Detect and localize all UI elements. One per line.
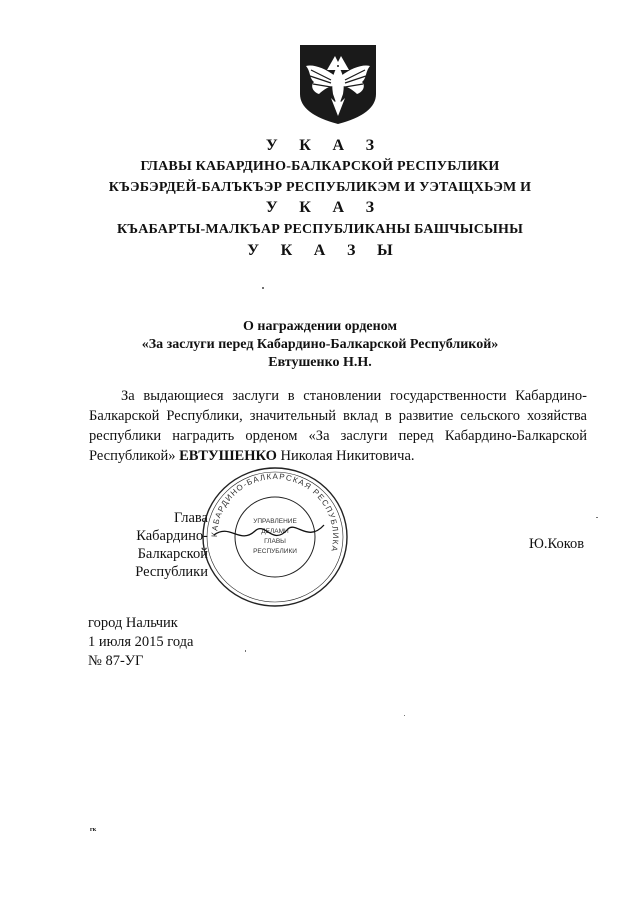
decree-body: [89, 386, 587, 466]
awardee-surname: ЕВТУШЕНКО: [179, 448, 277, 464]
seal-inner-line-1: УПРАВЛЕНИЕ: [253, 518, 297, 525]
body-text-start: За выдающиеся заслуги в становлении государственности Кабардино-Балкарской Республики, значительный вклад в развитие сельского хозяйства республики наградить орденом «За заслуги перед Кабардино-Балкарской Республикой»: [89, 388, 587, 464]
seal-ring-text: КАБАРДИНО-БАЛКАРСКАЯ РЕСПУБЛИКА: [209, 471, 341, 554]
position-line-1: Глава: [173, 510, 208, 526]
scan-speck: [262, 287, 264, 289]
position-line-3: Республики: [135, 564, 208, 580]
city: город Нальчик: [88, 615, 178, 631]
body-text-end: Николая Никитовича.: [276, 448, 415, 464]
issuer-heading-ru: ГЛАВЫ КАБАРДИНО-БАЛКАРСКОЙ РЕСПУБЛИКИ: [140, 159, 500, 174]
issuer-heading-krc: КЪАБАРТЫ-МАЛКЪАР РЕСПУБЛИКАНЫ БАШЧЫСЫНЫ: [116, 222, 524, 237]
signatory-position: [88, 509, 208, 581]
issuer-heading-kbd: КЪЭБЭРДЕЙ-БАЛЪКЪЭР РЕСПУБЛИКЭМ И УЭТАЩХЬЭМ И: [108, 180, 532, 195]
signatory-name: Ю.Коков: [529, 536, 585, 552]
decree-heading-krc: У К А З Ы: [247, 242, 402, 259]
decree-number: № 87-УГ: [88, 653, 144, 669]
scan-speck: [596, 517, 598, 518]
official-seal-stamp: [200, 465, 350, 610]
kbr-coat-of-arms-icon: [297, 42, 379, 126]
title-line-2: «За заслуги перед Кабардино-Балкарской Республикой»: [141, 337, 499, 352]
scan-speck: [404, 715, 405, 716]
decree-heading-ru: У К А З: [265, 137, 383, 154]
seal-inner-line-2: ДЕЛАМИ: [261, 528, 289, 535]
position-line-2: Кабардино-Балкарской: [136, 528, 208, 562]
decree-date: 1 июля 2015 года: [88, 634, 194, 650]
title-line-1: О награждении орденом: [243, 319, 397, 334]
footer-mark: гк: [90, 827, 97, 833]
decree-heading-kbd: У К А З: [265, 199, 383, 216]
seal-inner-line-4: РЕСПУБЛИКИ: [253, 548, 297, 555]
scan-speck: [245, 650, 246, 652]
decree-place-date: [88, 614, 194, 671]
decree-title: [0, 318, 640, 372]
title-line-3: Евтушенко Н.Н.: [268, 355, 372, 370]
seal-inner-line-3: ГЛАВЫ: [264, 538, 286, 545]
